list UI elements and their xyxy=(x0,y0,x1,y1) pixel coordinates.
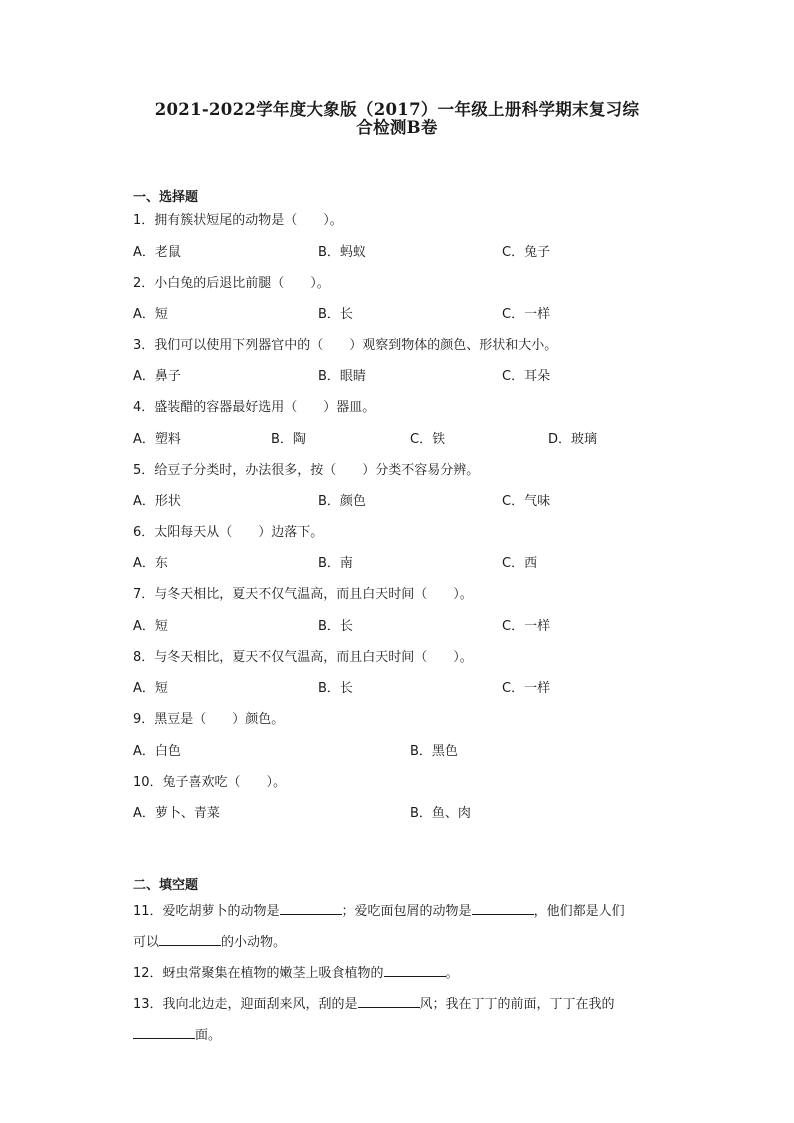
question-11-line1 xyxy=(133,901,625,920)
question-2-option-c[interactable]: C．一样 xyxy=(502,307,551,322)
question-11-text-3: ，他们都是人们 xyxy=(533,904,625,919)
question-11-text-4: 可以 xyxy=(133,935,160,950)
question-11-line2 xyxy=(133,932,286,951)
question-5-option-b[interactable]: B．颜色 xyxy=(318,494,366,509)
question-2-option-b[interactable]: B．长 xyxy=(318,307,353,322)
answer-blank[interactable] xyxy=(159,932,221,946)
question-4-option-d[interactable]: D．玻璃 xyxy=(548,432,598,447)
question-13-line2 xyxy=(133,1025,221,1044)
question-6-option-c[interactable]: C．西 xyxy=(502,556,538,571)
answer-blank[interactable] xyxy=(133,1025,195,1039)
question-1-option-c[interactable]: C．兔子 xyxy=(502,245,551,260)
answer-blank[interactable] xyxy=(384,963,446,977)
question-13-text-3: 面。 xyxy=(195,1028,222,1043)
question-10-option-a[interactable]: A．萝卜、青菜 xyxy=(133,806,220,821)
question-5-option-a[interactable]: A．形状 xyxy=(133,494,181,509)
question-8-option-c[interactable]: C．一样 xyxy=(502,681,551,696)
question-3-stem: 3．我们可以使用下列器官中的（ ）观察到物体的颜色、形状和大小。 xyxy=(133,338,558,353)
question-3-option-c[interactable]: C．耳朵 xyxy=(502,369,551,384)
question-3-option-b[interactable]: B．眼睛 xyxy=(318,369,366,384)
question-4-option-a[interactable]: A．塑料 xyxy=(133,432,181,447)
question-11-text-2: ；爱吃面包屑的动物是 xyxy=(341,904,472,919)
question-11-text-1: 11．爱吃胡萝卜的动物是 xyxy=(133,904,280,919)
question-3-option-a[interactable]: A．鼻子 xyxy=(133,369,181,384)
question-5-option-c[interactable]: C．气味 xyxy=(502,494,551,509)
section-heading-choice: 一、选择题 xyxy=(133,190,199,205)
question-13-line1 xyxy=(133,994,615,1013)
question-12 xyxy=(133,963,459,982)
question-6-stem: 6．太阳每天从（ ）边落下。 xyxy=(133,525,324,540)
answer-blank[interactable] xyxy=(472,901,534,915)
question-11-text-5: 的小动物。 xyxy=(221,935,287,950)
question-9-stem: 9．黑豆是（ ）颜色。 xyxy=(133,712,285,727)
document-title-line1: 2021-2022学年度大象版（2017）一年级上册科学期末复习综 xyxy=(154,100,640,119)
question-1-stem: 1．拥有簇状短尾的动物是（ ）。 xyxy=(133,213,343,228)
question-7-option-b[interactable]: B．长 xyxy=(318,619,353,634)
question-4-option-c[interactable]: C．铁 xyxy=(410,432,446,447)
question-8-option-b[interactable]: B．长 xyxy=(318,681,353,696)
question-2-stem: 2．小白兔的后退比前腿（ ）。 xyxy=(133,276,330,291)
question-12-text-2: 。 xyxy=(445,966,459,981)
question-7-option-a[interactable]: A．短 xyxy=(133,619,168,634)
question-7-stem: 7．与冬天相比，夏天不仅气温高，而且白天时间（ ）。 xyxy=(133,587,473,602)
question-12-text-1: 12．蚜虫常聚集在植物的嫩茎上吸食植物的 xyxy=(133,966,384,981)
question-1-option-a[interactable]: A．老鼠 xyxy=(133,245,181,260)
question-6-option-a[interactable]: A．东 xyxy=(133,556,168,571)
question-8-stem: 8．与冬天相比，夏天不仅气温高，而且白天时间（ ）。 xyxy=(133,650,473,665)
question-13-text-2: 风；我在丁丁的前面，丁丁在我的 xyxy=(419,997,615,1012)
answer-blank[interactable] xyxy=(358,994,420,1008)
question-9-option-b[interactable]: B．黑色 xyxy=(410,744,458,759)
question-1-option-b[interactable]: B．蚂蚁 xyxy=(318,245,366,260)
question-10-stem: 10．兔子喜欢吃（ ）。 xyxy=(133,775,287,790)
question-5-stem: 5．给豆子分类时，办法很多，按（ ）分类不容易分辨。 xyxy=(133,463,480,478)
section-heading-fill-blank: 二、填空题 xyxy=(133,878,199,893)
question-7-option-c[interactable]: C．一样 xyxy=(502,619,551,634)
question-6-option-b[interactable]: B．南 xyxy=(318,556,353,571)
question-9-option-a[interactable]: A．白色 xyxy=(133,744,181,759)
question-10-option-b[interactable]: B．鱼、肉 xyxy=(410,806,471,821)
document-title-line2: 合检测B卷 xyxy=(356,118,438,137)
question-4-stem: 4．盛装醋的容器最好选用（ ）器皿。 xyxy=(133,400,376,415)
question-8-option-a[interactable]: A．短 xyxy=(133,681,168,696)
question-13-text-1: 13．我向北边走，迎面刮来风，刮的是 xyxy=(133,997,358,1012)
question-2-option-a[interactable]: A．短 xyxy=(133,307,168,322)
question-4-option-b[interactable]: B．陶 xyxy=(271,432,306,447)
answer-blank[interactable] xyxy=(280,901,342,915)
